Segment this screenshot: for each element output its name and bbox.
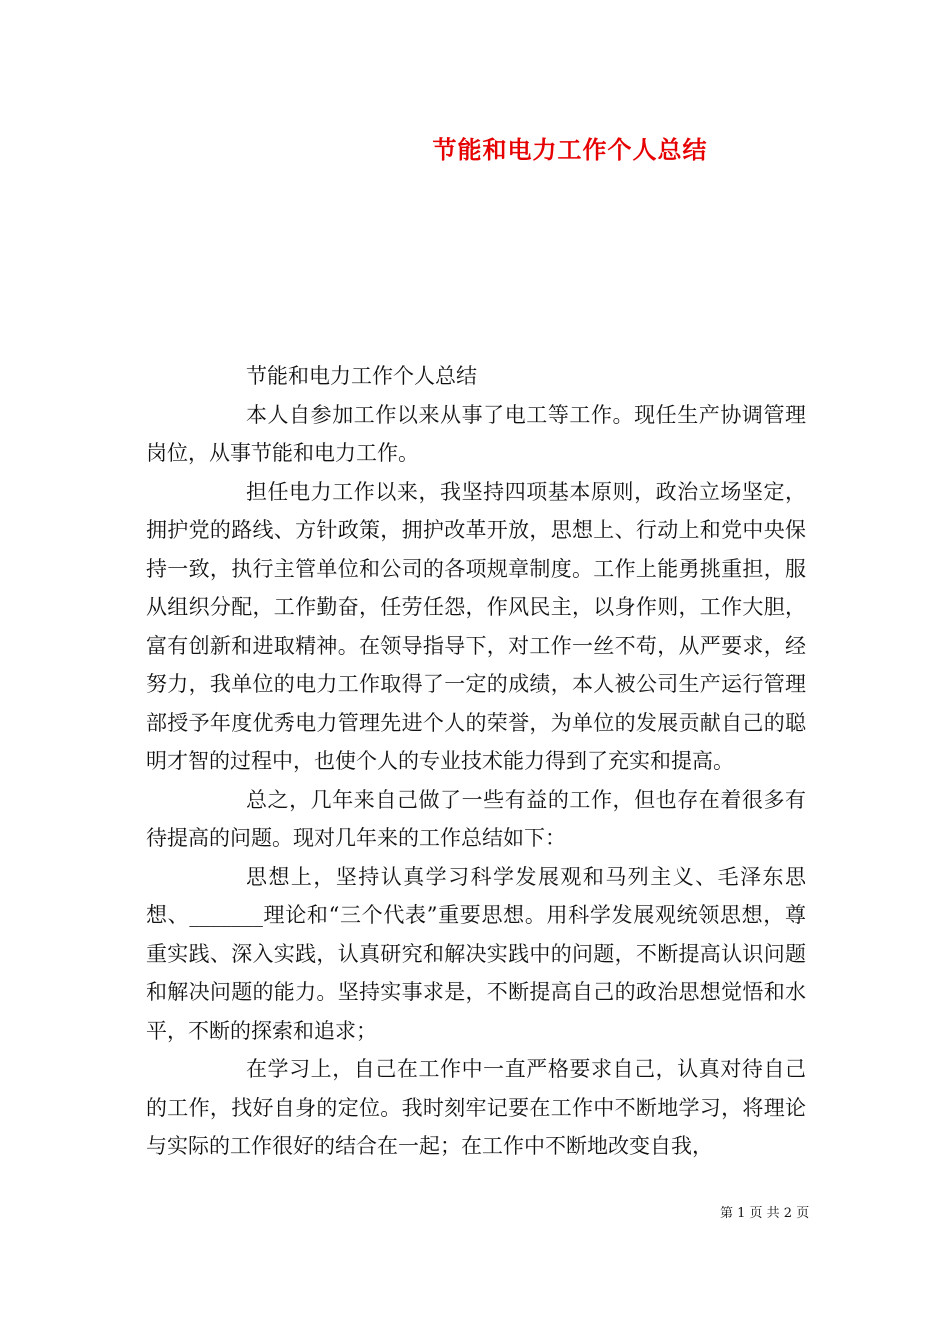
page-number: 第 1 页 共 2 页 <box>720 1206 810 1221</box>
paragraph-intro: 本人自参加工作以来从事了电工等工作。现任生产协调管理岗位，从事节能和电力工作。 <box>146 402 806 465</box>
document-subtitle: 节能和电力工作个人总结 <box>246 364 477 388</box>
paragraph-ideology: 思想上，坚持认真学习科学发展观和马列主义、毛泽东思想、_______理论和“三个代表”重要思想。用科学发展观统领思想，尊重实践、深入实践，认真研究和解决实践中的问题，不断提高认识问题和解决问题的能力。坚持实事求是，不断提高自己的政治思想觉悟和水平，不断的探索和追求； <box>146 864 806 1043</box>
document-title: 节能和电力工作个人总结 <box>432 135 708 164</box>
paragraph-study: 在学习上，自己在工作中一直严格要求自己，认真对待自己的工作，找好自身的定位。我时刻牢记要在工作中不断地学习，将理论与实际的工作很好的结合在一起；在工作中不断地改变自我， <box>146 1057 806 1158</box>
paragraph-summary-lead: 总之，几年来自己做了一些有益的工作，但也存在着很多有待提高的问题。现对几年来的工作总结如下： <box>146 787 806 850</box>
paragraph-work-record: 担任电力工作以来，我坚持四项基本原则，政治立场坚定，拥护党的路线、方针政策，拥护改革开放，思想上、行动上和党中央保持一致，执行主管单位和公司的各项规章制度。工作上能勇挑重担，服从组织分配，工作勤奋，任劳任怨，作风民主，以身作则，工作大胆，富有创新和进取精神。在领导指导下，对工作一丝不苟，从严要求，经努力，我单位的电力工作取得了一定的成绩，本人被公司生产运行管理部授予年度优秀电力管理先进个人的荣誉，为单位的发展贡献自己的聪明才智的过程中，也使个人的专业技术能力得到了充实和提高。 <box>146 479 806 773</box>
document-body <box>146 357 806 1166</box>
